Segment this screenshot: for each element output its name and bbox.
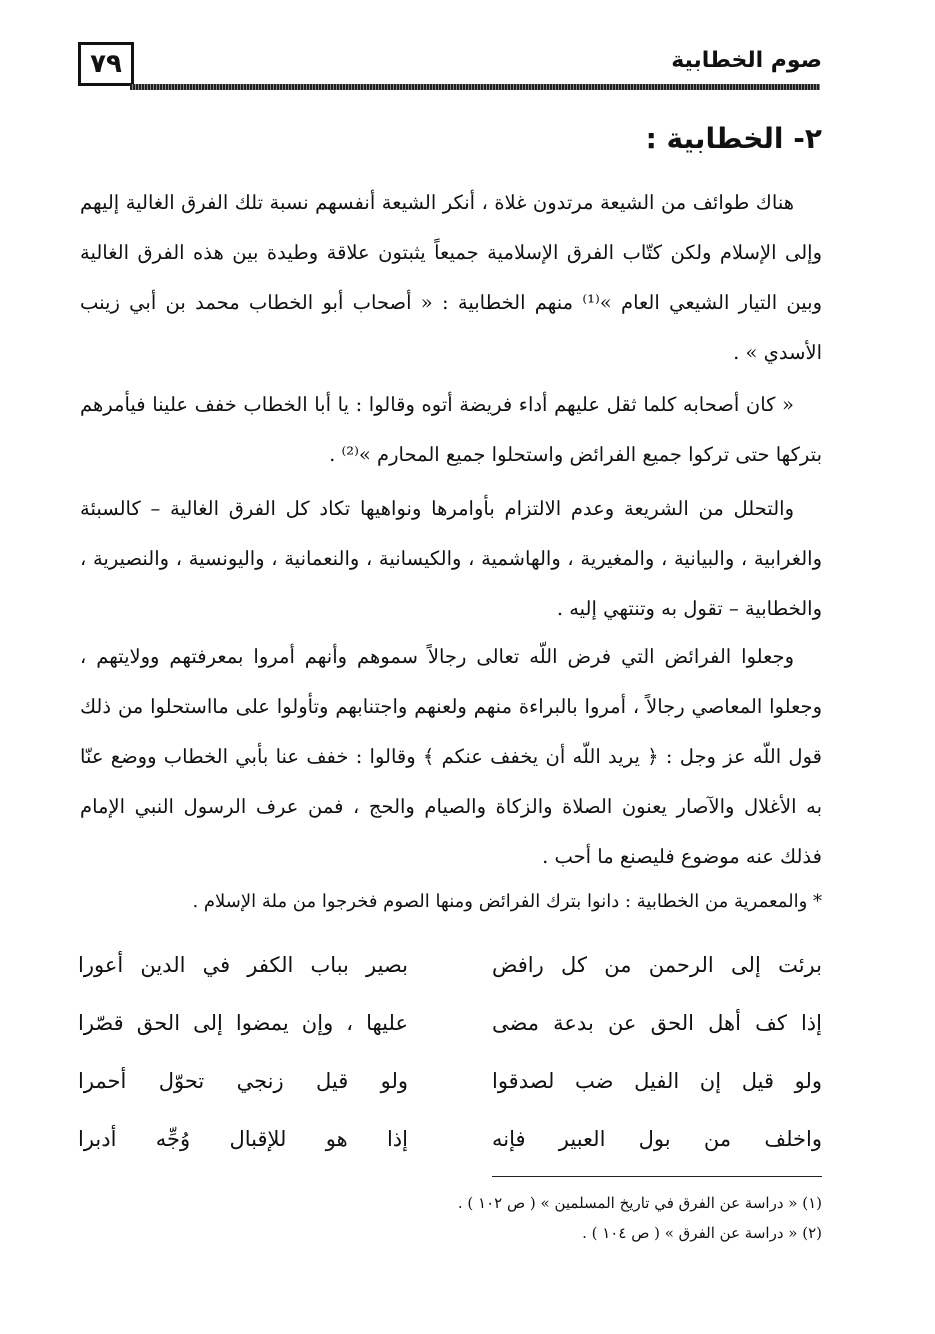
paragraph-1 bbox=[80, 178, 822, 378]
poem bbox=[78, 936, 822, 1168]
poem-verse bbox=[78, 1110, 822, 1168]
paragraph-text: وجعلوا الفرائض التي فرض اللّه تعالى رجالاً سموهم وأنهم أمروا بمعرفتهم وولايتهم ، وجعلوا المعاصي رجالاً ، أمروا بالبراءة منهم ولعنهم واجتنابهم وتأولوا على مااستحلوا من ذلك قول اللّه عز وجل : ﴿ يريد اللّه أن يخفف عنكم ﴾ وقالوا : خفف عنا بأبي الخطاب ووضع عنّا به الأغلال والآصار يعنون الصلاة والزكاة والصيام والحج ، فمن عرف الرسول النبي الإمام فذلك عنه موضوع فليصنع ما أحب . bbox=[80, 645, 822, 868]
page-number-text: ٧٩ bbox=[90, 49, 122, 79]
verse-first-half: برئت إلى الرحمن من كل رافض bbox=[492, 953, 822, 977]
running-title: صوم الخطابية bbox=[671, 48, 822, 73]
footnote-2: (٢) « دراسة عن الفرق » ( ص ١٠٤ ) . bbox=[582, 1224, 822, 1242]
asterisk-note: * والمعمرية من الخطابية : دانوا بترك الفرائض ومنها الصوم فخرجوا من ملة الإسلام . bbox=[192, 891, 822, 912]
poem-verse bbox=[78, 994, 822, 1052]
paragraph-text: « كان أصحابه كلما ثقل عليهم أداء فريضة أتوه وقالوا : يا أبا الخطاب خفف علينا فيأمرهم بتركها حتى تركوا جميع الفرائض واستحلوا جميع المحارم »⁽²⁾ . bbox=[80, 393, 822, 466]
verse-second-half: عليها ، وإن يمضوا إلى الحق قصّرا bbox=[78, 1011, 408, 1035]
verse-first-half: إذا كف أهل الحق عن بدعة مضى bbox=[492, 1011, 822, 1035]
footnote-divider bbox=[492, 1176, 822, 1177]
section-title: ٢- الخطابية : bbox=[645, 122, 822, 155]
paragraph-4 bbox=[80, 632, 822, 882]
footnotes bbox=[80, 1188, 822, 1248]
verse-first-half: واخلف من بول العبير فإنه bbox=[492, 1127, 822, 1151]
paragraph-3 bbox=[80, 484, 822, 634]
verse-second-half: ولو قيل زنجي تحوّل أحمرا bbox=[78, 1069, 408, 1093]
paragraph-2 bbox=[80, 380, 822, 480]
footnote-1: (١) « دراسة عن الفرق في تاريخ المسلمين » ( ص ١٠٢ ) . bbox=[457, 1194, 822, 1212]
verse-second-half: بصير بباب الكفر في الدين أعورا bbox=[78, 953, 408, 977]
verse-second-half: إذا هو للإقبال وُجِّه أدبرا bbox=[78, 1127, 408, 1151]
poem-verse bbox=[78, 936, 822, 994]
poem-verse bbox=[78, 1052, 822, 1110]
header-divider bbox=[130, 84, 820, 90]
paragraph-text: والتحلل من الشريعة وعدم الالتزام بأوامرها ونواهيها تكاد كل الفرق الغالية – كالسبئة والغرابية ، والبيانية ، والمغيرية ، والهاشمية ، والكيسانية ، والنعمانية ، واليونسية ، والنصيرية ، والخطابية – تقول به وتنتهي إليه . bbox=[80, 497, 822, 620]
page-number bbox=[78, 42, 134, 86]
paragraph-text: هناك طوائف من الشيعة مرتدون غلاة ، أنكر الشيعة أنفسهم نسبة تلك الفرق الغالية إليهم وإلى الإسلام ولكن كتّاب الفرق الإسلامية جميعاً يثبتون علاقة وطيدة بين هذه الفرق الغالية وبين التيار الشيعي العام »⁽¹⁾ منهم الخطابية : « أصحاب أبو الخطاب محمد بن أبي زينب الأسدي » . bbox=[80, 191, 822, 364]
verse-first-half: ولو قيل إن الفيل ضب لصدقوا bbox=[492, 1069, 822, 1093]
